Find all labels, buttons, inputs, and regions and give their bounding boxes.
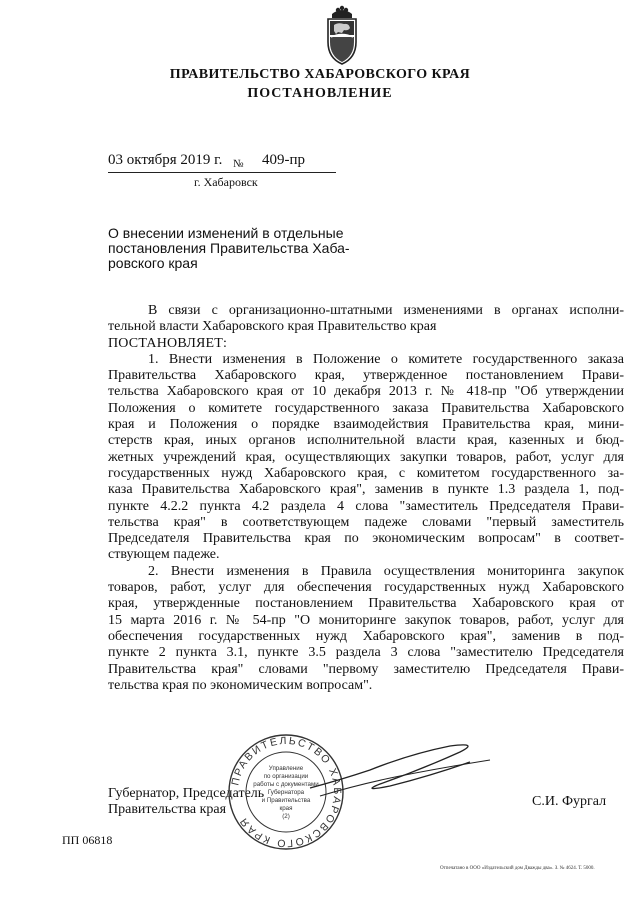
print-imprint: Отпечатано в ООО «Издательский дом Дважды два». З. № 4624. Т. 5000. <box>440 866 595 871</box>
signatory-title-line: Губернатор, Председатель <box>108 786 265 801</box>
stamp-line: работы с документами <box>253 781 319 788</box>
body-line: В связи с организационно-штатными изменениями в органах исполни- <box>148 303 624 318</box>
subject-line: постановления Правительства Хаба- <box>108 240 350 256</box>
body-line: тельства края" в соответствующем падеже словами "первый заместитель <box>108 514 624 530</box>
body-line: Правительства края" словами "первому заместителю Председателя Прави- <box>108 661 624 677</box>
number-label: № <box>233 158 244 170</box>
document-city: г. Хабаровск <box>194 175 258 189</box>
stamp-line: Губернатора <box>267 789 305 796</box>
body-line: пункте 2 пункта 3.1, пункте 3.5 раздела 3 слова "заместителю Председателя <box>108 645 624 661</box>
stamp-line: края <box>279 805 293 812</box>
body-line: стерств края, иных органов исполнительной власти края, казенных и бюд- <box>108 433 624 449</box>
body-line: 2. Внести изменения в Правила осуществления мониторинга закупок <box>148 563 624 579</box>
document-date: 03 октября 2019 г. <box>108 152 223 168</box>
body-line: обеспечения государственных нужд Хабаровского края", заменив в под- <box>108 628 624 644</box>
body-line: товаров, работ, услуг для обеспечения государственных нужд Хабаровского <box>108 580 624 596</box>
body-line: края, утвержденные постановлением Правительства Хабаровского края от <box>108 596 624 612</box>
body-line: государственных нужд Хабаровского края, с комитетом государственного за- <box>108 465 624 481</box>
body-line: Правительства Хабаровского края, утвержденное постановлением Прави- <box>108 368 624 384</box>
document-type: ПОСТАНОВЛЕНИЕ <box>247 86 393 101</box>
signatory-title-line: Правительства края <box>108 802 227 817</box>
document-subject <box>108 226 378 271</box>
body-line: тельной власти Хабаровского края Правительство края <box>108 319 437 335</box>
body-line: тельства Хабаровского края от 10 декабря 2013 г. № 418-пр "Об утверждении <box>108 384 624 400</box>
handwritten-signature-icon <box>300 740 500 800</box>
document-body <box>108 303 624 694</box>
document-number: 409-пр <box>262 152 306 168</box>
stamp-ring-text: ПРАВИТЕЛЬСТВО ХАБАРОВСКОГО КРАЯ <box>229 734 344 850</box>
coat-of-arms-icon <box>302 4 382 66</box>
body-line: тельства края по экономическим вопросам". <box>108 677 373 693</box>
document-code: ПП 06818 <box>62 833 113 847</box>
body-line: каза Правительства Хабаровского края", заменив в пункте 1.3 раздела 1, под- <box>108 482 624 498</box>
organization-title: ПРАВИТЕЛЬСТВО ХАБАРОВСКОГО КРАЯ <box>169 67 471 82</box>
body-line: ствующем падеже. <box>108 547 220 563</box>
body-line: пункте 4.2.2 пункта 4.2 раздела 4 слова "заместитель Председателя Прави- <box>108 498 624 514</box>
subject-line: ровского края <box>108 255 198 271</box>
subject-line: О внесении изменений в отдельные <box>108 225 344 241</box>
signatory-name: С.И. Фургал <box>532 794 607 809</box>
date-underline <box>108 172 336 173</box>
body-line: жетных учреждений края, осуществляющих закупки товаров, работ, услуг для <box>108 449 624 465</box>
body-line: Положения о комитете государственного заказа Правительства Хабаровского <box>108 400 624 416</box>
body-line: края и Положения о порядке взаимодействия Правительства края, мини- <box>108 417 624 433</box>
decree-word: ПОСТАНОВЛЯЕТ: <box>108 335 228 351</box>
stamp-line: по организации <box>263 773 309 780</box>
body-line: 1. Внести изменения в Положение о комитете государственного заказа <box>148 351 624 367</box>
body-line: Председателя Правительства края по экономическим вопросам" в соответ- <box>108 531 624 547</box>
stamp-line: Управление <box>268 765 304 772</box>
body-line: 15 марта 2016 г. № 54-пр "О мониторинге закупок товаров, работ, услуг для <box>108 612 624 628</box>
stamp-line: (2) <box>282 813 290 820</box>
stamp-line: и Правительства <box>261 797 311 804</box>
